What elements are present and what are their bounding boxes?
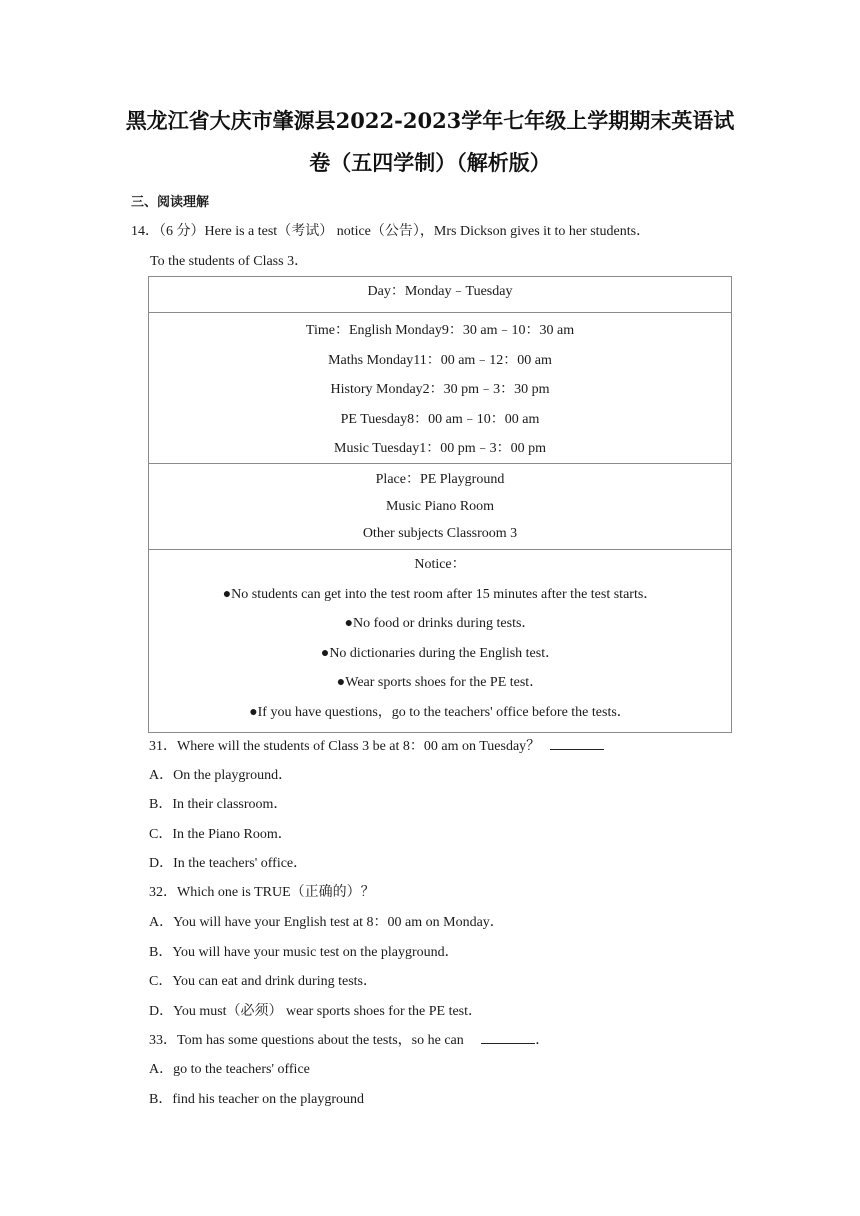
question-31-option-d: D．In the teachers' office． [149,856,308,871]
question-32-option-c: C．You can eat and drink during tests． [149,974,377,989]
time-cell [149,313,731,464]
notice-rule: ●Wear sports shoes for the PE test． [336,675,544,690]
question-31-text: 31．Where will the students of Class 3 be at 8：00 am on Tuesday？ [149,739,541,754]
question-31-option-c: C．In the Piano Room． [149,827,292,842]
place-row: Other subjects Classroom 3 [362,526,518,541]
document-title-line-1: 黑龙江省大庆市肇源县2022-2023学年七年级上学期期末英语试 [125,108,735,133]
notice-addressee: To the students of Class 3． [150,254,309,269]
notice-rule: ●No students can get into the test room after 15 minutes after the test starts． [222,586,658,602]
question-33-stem [149,1029,549,1049]
time-row: History Monday2：30 pm﹣3：30 pm [330,382,550,397]
day-cell [149,277,731,313]
notice-rule: ●If you have questions，go to the teachers' office before the tests． [249,704,631,720]
time-row: PE Tuesday8：00 am﹣10：00 am [340,411,540,427]
notice-rule: ●No food or drinks during tests． [344,616,536,631]
place-row: Music Piano Room [385,499,495,514]
time-row: Maths Monday11：00 am﹣12：00 am [328,352,552,368]
question-31-option-b: B．In their classroom． [149,797,288,812]
notice-cell [149,550,731,732]
place-cell [149,464,731,550]
question-14-intro: 14．（6 分）Here is a test（考试） notice（公告），Mrs Dickson gives it to her students． [131,224,651,239]
place-row: Place：PE Playground [375,472,505,487]
question-33-text: 33．Tom has some questions about the tests，so he can [149,1033,464,1048]
time-row: Time：English Monday9：30 am﹣10：30 am [305,323,575,338]
question-32-option-a: A．You will have your English test at 8：00 am on Monday． [149,915,504,930]
question-33-stem-end: ． [535,1033,550,1048]
notice-title: Notice： [414,557,466,572]
section-heading: 三、阅读理解 [131,195,210,210]
day-text: Day：Monday﹣Tuesday [367,284,513,299]
question-32-option-b: B．You will have your music test on the playground． [149,945,459,960]
answer-blank [550,735,604,750]
notice-rule: ●No dictionaries during the English test． [320,645,560,661]
answer-blank [481,1029,535,1044]
question-32-option-d: D．You must（必须） wear sports shoes for the PE test． [149,1004,483,1019]
test-notice-table [148,276,732,733]
question-32-stem: 32．Which one is TRUE（正确的）？ [149,885,375,900]
document-title-line-2: 卷（五四学制）（解析版） [309,150,551,175]
question-33-option-b: B．find his teacher on the playground [149,1092,365,1107]
question-31-option-a: A．On the playground． [149,768,293,783]
time-row: Music Tuesday1：00 pm﹣3：00 pm [334,441,546,456]
question-31-stem [149,735,604,755]
question-33-option-a: A．go to the teachers' office [149,1062,310,1077]
